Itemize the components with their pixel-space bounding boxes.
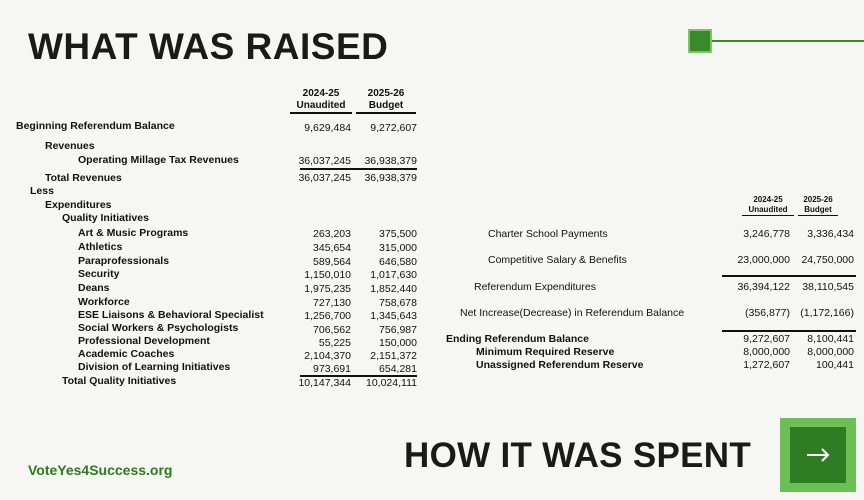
unassigned-reserve-v1: 1,272,607: [743, 359, 790, 371]
item-v1: 1,256,700: [304, 310, 351, 322]
salary-v2: 24,750,000: [801, 254, 854, 266]
item-label: Athletics: [78, 241, 123, 253]
next-slide-button[interactable]: [780, 418, 856, 492]
item-v1: 263,203: [313, 228, 351, 240]
item-v1: 706,562: [313, 324, 351, 336]
decorative-line: [712, 40, 864, 42]
total-revenues-label: Total Revenues: [45, 172, 122, 184]
min-reserve-v1: 8,000,000: [743, 346, 790, 358]
decorative-square: [688, 29, 712, 53]
item-v1: 727,130: [313, 297, 351, 309]
item-v2: 2,151,372: [370, 350, 417, 362]
unassigned-reserve-label: Unassigned Referendum Reserve: [476, 359, 644, 371]
total-revenues-v1: 36,037,245: [298, 172, 351, 184]
item-v1: 2,104,370: [304, 350, 351, 362]
right-col1-header-year: 2024-25: [753, 195, 783, 204]
revenues-rule: [300, 168, 417, 170]
item-label: Social Workers & Psychologists: [78, 322, 239, 334]
right-col1-header: [742, 195, 794, 216]
item-v1: 973,691: [313, 363, 351, 375]
net-v2: (1,172,166): [800, 307, 854, 319]
right-col2-header-status: Budget: [798, 205, 838, 216]
beginning-balance-v1: 9,629,484: [304, 122, 351, 134]
item-v1: 1,975,235: [304, 283, 351, 295]
left-col2-header-status: Budget: [356, 100, 416, 114]
right-col1-header-status: Unaudited: [742, 205, 794, 216]
millage-v1: 36,037,245: [298, 155, 351, 167]
millage-v2: 36,938,379: [364, 155, 417, 167]
left-col2-header-year: 2025-26: [367, 88, 405, 99]
item-v2: 758,678: [379, 297, 417, 309]
total-revenues-v2: 36,938,379: [364, 172, 417, 184]
salary-rule: [722, 275, 856, 277]
unassigned-reserve-v2: 100,441: [816, 359, 854, 371]
beginning-balance-v2: 9,272,607: [370, 122, 417, 134]
item-v2: 646,580: [379, 256, 417, 268]
item-v2: 756,987: [379, 324, 417, 336]
charter-v1: 3,246,778: [743, 228, 790, 240]
ref-exp-v2: 38,110,545: [802, 281, 854, 293]
item-label: Professional Development: [78, 335, 210, 347]
min-reserve-label: Minimum Required Reserve: [476, 346, 615, 358]
net-rule: [722, 330, 856, 332]
item-v2: 1,852,440: [370, 283, 417, 295]
item-label: Academic Coaches: [78, 348, 175, 360]
ending-balance-label: Ending Referendum Balance: [446, 333, 589, 345]
ref-exp-v1: 36,394,122: [737, 281, 790, 293]
min-reserve-v2: 8,000,000: [807, 346, 854, 358]
less-label: Less: [30, 185, 54, 197]
left-col2-header: [356, 88, 416, 114]
charter-label: Charter School Payments: [488, 228, 608, 240]
revenues-label: Revenues: [45, 140, 95, 152]
ending-balance-v1: 9,272,607: [743, 333, 790, 345]
item-label: ESE Liaisons & Behavioral Specialist: [78, 309, 264, 321]
item-v2: 654,281: [379, 363, 417, 375]
total-quality-label: Total Quality Initiatives: [62, 375, 177, 387]
net-v1: (356,877): [745, 307, 790, 319]
total-quality-v2: 10,024,111: [366, 377, 417, 389]
item-label: Art & Music Programs: [78, 227, 189, 239]
arrow-right-icon: [803, 440, 833, 470]
net-label: Net Increase(Decrease) in Referendum Balance: [460, 307, 685, 319]
item-v1: 345,654: [313, 242, 351, 254]
expenditures-label: Expenditures: [45, 199, 112, 211]
left-col1-header-status: Unaudited: [290, 100, 352, 114]
item-v2: 315,000: [379, 242, 417, 254]
item-v2: 1,345,643: [370, 310, 417, 322]
item-label: Division of Learning Initiatives: [78, 361, 231, 373]
right-col2-header-year: 2025-26: [803, 195, 833, 204]
charter-v2: 3,336,434: [807, 228, 854, 240]
item-v1: 55,225: [318, 337, 351, 349]
total-quality-v1: 10,147,344: [298, 377, 351, 389]
salary-label: Competitive Salary & Benefits: [488, 254, 627, 266]
website-link[interactable]: VoteYes4Success.org: [28, 462, 173, 478]
item-label: Workforce: [78, 296, 130, 308]
item-v1: 589,564: [313, 256, 351, 268]
millage-label: Operating Millage Tax Revenues: [78, 154, 239, 166]
right-col2-header: [798, 195, 838, 216]
ending-balance-v2: 8,100,441: [807, 333, 854, 345]
salary-v1: 23,000,000: [737, 254, 790, 266]
quality-initiatives-label: Quality Initiatives: [62, 212, 149, 224]
item-v2: 375,500: [379, 228, 417, 240]
next-button-inner: [790, 427, 846, 483]
item-label: Security: [78, 268, 120, 280]
item-v2: 1,017,630: [370, 269, 417, 281]
item-label: Paraprofessionals: [78, 255, 170, 267]
left-col1-header: [290, 88, 352, 114]
item-v2: 150,000: [379, 337, 417, 349]
beginning-balance-label: Beginning Referendum Balance: [16, 120, 175, 132]
left-col1-header-year: 2024-25: [302, 88, 340, 99]
item-v1: 1,150,010: [304, 269, 351, 281]
ref-exp-label: Referendum Expenditures: [474, 281, 596, 293]
page-title: WHAT WAS RAISED: [28, 26, 389, 67]
item-label: Deans: [78, 282, 110, 294]
footer-title: HOW IT WAS SPENT: [404, 436, 752, 475]
